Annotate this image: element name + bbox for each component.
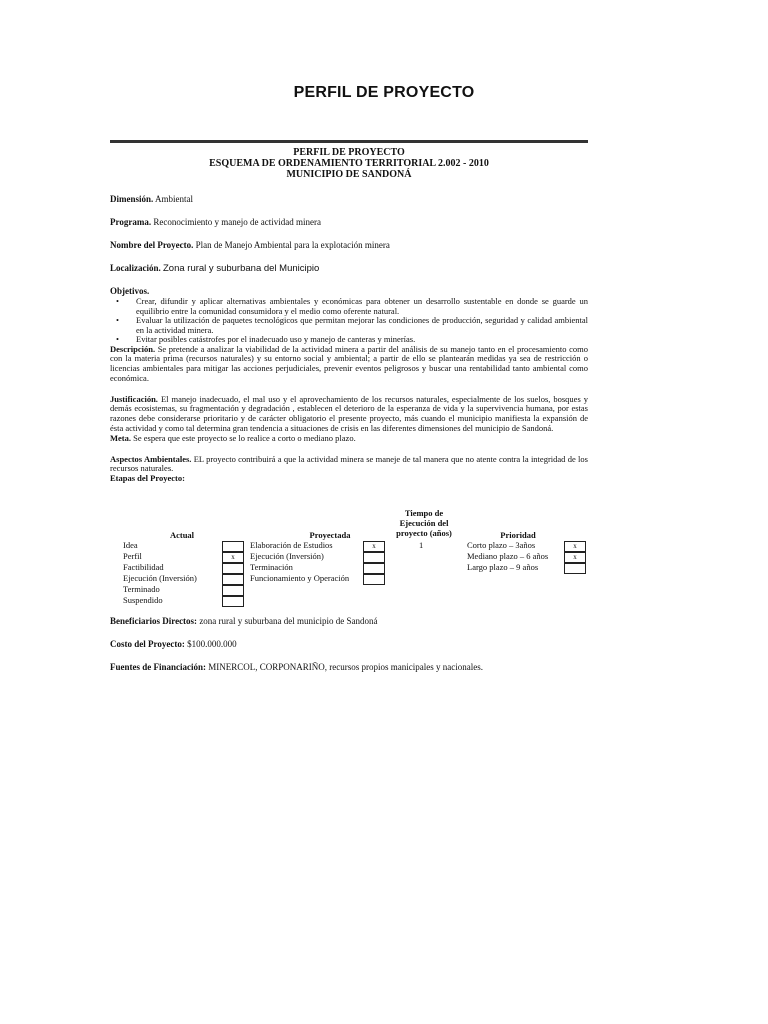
localizacion-value: Zona rural y suburbana del Municipio [163, 263, 320, 274]
meta-label: Meta. [110, 432, 132, 443]
prioridad-mediano-checkbox: x [564, 552, 586, 563]
document-body [110, 140, 588, 673]
costo-field [110, 639, 588, 650]
programa-label: Programa. [110, 217, 152, 227]
actual-terminado-checkbox [222, 585, 244, 596]
actual-suspendido-checkbox [222, 596, 244, 607]
proyectada-ejecucion-label: Ejecución (Inversión) [250, 551, 324, 562]
actual-idea-checkbox [222, 541, 244, 552]
descripcion-text: Se pretende a analizar la viabilidad de la actividad minera a partir del análisis de su manejo tanto en el procesamiento como con la materia prima (recursos naturales) y su entorno social y ambiental; a partir de ello se plantearán medidas ya sea de restricción o licencias ambientales para mitigar las acciones perjudiciales, prevenir eventos peligrosos y buscar una rentabilidad tanto ambiental como económica. [110, 343, 588, 383]
prioridad-corto-checkbox: x [564, 541, 586, 552]
header-line-1: PERFIL DE PROYECTO [293, 147, 405, 158]
aspectos-label: Aspectos Ambientales. [110, 453, 192, 464]
nombre-label: Nombre del Proyecto. [110, 240, 194, 250]
header-tiempo-line-2: Ejecución del [399, 518, 449, 529]
page-title: PERFIL DE PROYECTO [293, 84, 475, 101]
proyectada-estudios-label: Elaboración de Estudios [250, 540, 333, 551]
objetivos-list [110, 297, 588, 345]
proyectada-estudios-checkbox: x [363, 541, 385, 552]
actual-ejecucion-label: Ejecución (Inversión) [123, 573, 197, 584]
objetivos-label: Objetivos. [110, 286, 150, 296]
prioridad-corto-label: Corto plazo – 3años [467, 540, 536, 551]
actual-factibilidad-label: Factibilidad [123, 562, 164, 573]
beneficiarios-value: zona rural y suburbana del municipio de Sandoná [199, 616, 378, 627]
actual-terminado-label: Terminado [123, 584, 160, 595]
header-line-3: MUNICIPIO DE SANDONÁ [286, 169, 412, 180]
fuentes-field [110, 662, 588, 673]
fuentes-value: MINERCOL, CORPONARIÑO, recursos propios manicipales y nacionales. [208, 662, 483, 673]
header-actual: Actual [169, 530, 195, 541]
stages-table [110, 506, 588, 606]
meta-text: Se espera que este proyecto se lo realice a corto o mediano plazo. [133, 432, 356, 443]
header-prioridad: Prioridad [500, 530, 536, 541]
prioridad-largo-label: Largo plazo – 9 años [467, 562, 539, 573]
header-proyectada: Proyectada [309, 530, 351, 541]
beneficiarios-label: Beneficiarios Directos: [110, 616, 198, 627]
descripcion-paragraph [110, 345, 588, 384]
proyectada-funcionamiento-checkbox [363, 574, 385, 585]
costo-value: $100.000.000 [187, 639, 237, 650]
header-tiempo-line-3: proyecto (años) [396, 528, 452, 539]
justificacion-paragraph [110, 395, 588, 434]
fuentes-label: Fuentes de Financiación: [110, 662, 206, 673]
prioridad-largo-checkbox [564, 563, 586, 574]
header-tiempo-line-1: Tiempo de [404, 508, 444, 519]
objetivo-item: • Evaluar la utilización de paquetes tecnológicos que permitan mejorar las condiciones de producción, seguridad y calidad ambiental en la actividad minera. [110, 316, 588, 335]
objetivo-item: • Crear, difundir y aplicar alternativas ambientales y económicas para obtener un desarrollo sustentable en donde se guarde un equilibrio entre la comunidad consumidora y el medio como oferente natural. [110, 297, 588, 316]
nombre-field [110, 240, 588, 251]
etapas-label: Etapas del Proyecto: [110, 473, 185, 484]
dimension-field [110, 194, 588, 205]
proyectada-terminacion-label: Terminación [250, 562, 293, 573]
dimension-value: Ambiental [155, 194, 194, 204]
objetivo-item: • Evitar posibles catástrofes por el inadecuado uso y manejo de canteras y minerías. [110, 335, 588, 345]
actual-suspendido-label: Suspendido [123, 595, 163, 606]
justificacion-label: Justificación. [110, 393, 158, 404]
document-header [110, 147, 588, 180]
aspectos-paragraph [110, 455, 588, 475]
actual-idea-label: Idea [123, 540, 138, 551]
aspectos-text: EL proyecto contribuirá a que la actividad minera se maneje de tal manera que no atente contra la integridad de los recursos naturales. [110, 453, 588, 474]
costo-label: Costo del Proyecto: [110, 639, 185, 650]
beneficiarios-field [110, 616, 588, 627]
nombre-value: Plan de Manejo Ambiental para la explotación minera [195, 240, 390, 250]
proyectada-funcionamiento-label: Funcionamiento y Operación [250, 573, 350, 584]
tiempo-value: 1 [419, 540, 424, 551]
meta-paragraph [110, 434, 588, 444]
actual-factibilidad-checkbox [222, 563, 244, 574]
descripcion-label: Descripción. [110, 343, 156, 354]
actual-perfil-checkbox: x [222, 552, 244, 563]
justificacion-text: El manejo inadecuado, el mal uso y el aprovechamiento de los recursos naturales, especialmente de los suelos, bosques y demás ecosistemas, su fragmentación y degradación , establecen el deterioro de la esperanza de vida y la supervivencia humana, por estas razones debe considerarse prioritario y de carácter obligatorio el presente proyecto, más cuando el municipio manifiesta la expansión de ésta actividad y como tal determina gran tendencia a situaciones de crisis en las diferentes dimensiones del municipio de Sandoná. [110, 393, 588, 434]
actual-perfil-label: Perfil [123, 551, 142, 562]
proyectada-terminacion-checkbox [363, 563, 385, 574]
prioridad-mediano-label: Mediano plazo – 6 años [467, 551, 549, 562]
localizacion-label: Localización. [110, 263, 161, 273]
header-line-2: ESQUEMA DE ORDENAMIENTO TERRITORIAL 2.002 - 2010 [209, 158, 489, 169]
proyectada-ejecucion-checkbox [363, 552, 385, 563]
programa-field [110, 217, 588, 228]
actual-ejecucion-checkbox [222, 574, 244, 585]
localizacion-field [110, 263, 588, 274]
top-rule [110, 140, 588, 143]
dimension-label: Dimensión. [110, 194, 154, 204]
programa-value: Reconocimiento y manejo de actividad minera [153, 217, 322, 227]
